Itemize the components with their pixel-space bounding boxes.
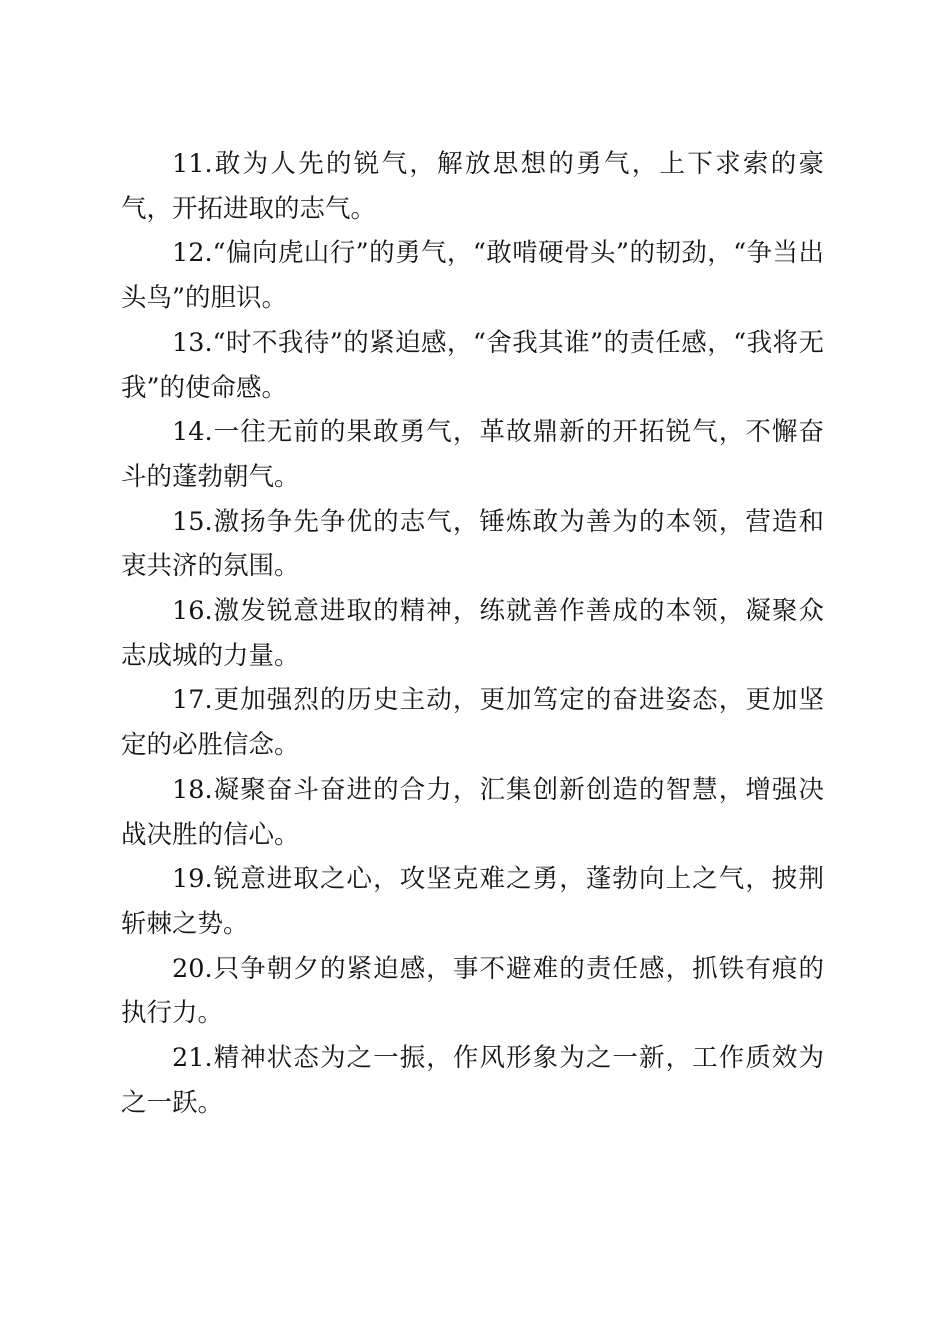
list-item-21: 21.精神状态为之一振，作风形象为之一新，工作质效为之一跃。 (121, 1043, 824, 1118)
list-item-16: 16.激发锐意进取的精神，练就善作善成的本领，凝聚众志成城的力量。 (121, 596, 824, 671)
list-item-11: 11.敢为人先的锐气，解放思想的勇气，上下求索的豪气，开拓进取的志气。 (121, 149, 824, 224)
list-item-17: 17.更加强烈的历史主动，更加笃定的奋进姿态，更加坚定的必胜信念。 (121, 685, 824, 761)
list-item-12: 12.“偏向虎山行”的勇气，“敢啃硬骨头”的韧劲，“争当出头鸟”的胆识。 (121, 238, 824, 314)
list-item-14: 14.一往无前的果敢勇气，革故鼎新的开拓锐气，不懈奋斗的蓬勃朝气。 (121, 417, 824, 492)
list-item-13: 13.“时不我待”的紧迫感，“舍我其谁”的责任感，“我将无我”的使命感。 (121, 327, 824, 403)
list-item-19: 19.锐意进取之心，攻坚克难之勇，蓬勃向上之气，披荆斩棘之势。 (121, 864, 824, 939)
list-item-20: 20.只争朝夕的紧迫感，事不避难的责任感，抓铁有痕的执行力。 (121, 953, 824, 1029)
numbered-list (121, 142, 824, 1125)
list-item-15: 15.激扬争先争优的志气，锤炼敢为善为的本领，营造和衷共济的氛围。 (121, 506, 824, 582)
list-item-18: 18.凝聚奋斗奋进的合力，汇集创新创造的智慧，增强决战决胜的信心。 (121, 774, 824, 850)
